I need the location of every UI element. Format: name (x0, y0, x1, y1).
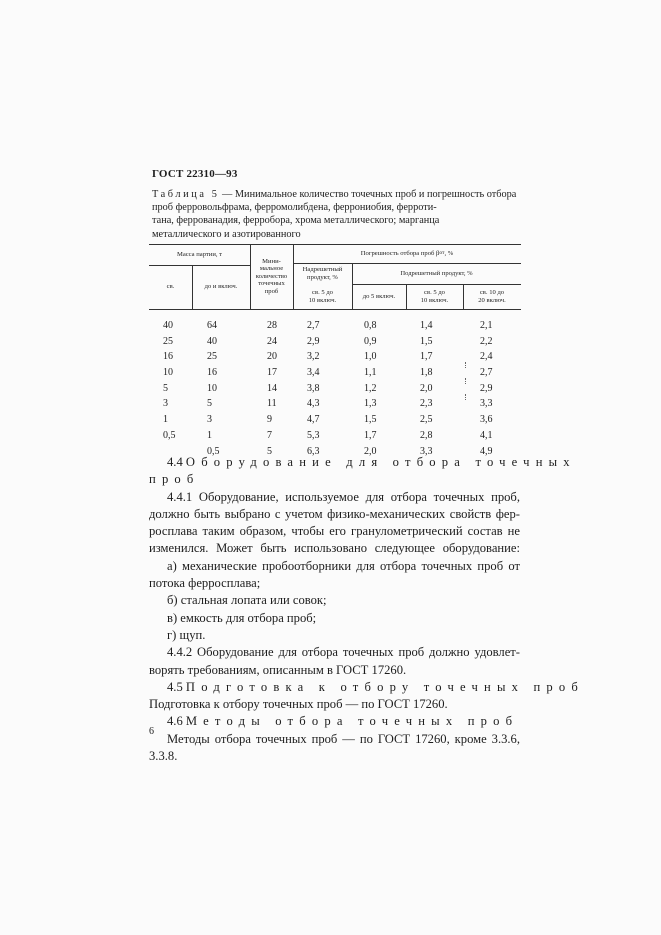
s441-line-3: росплава таким образом, чтобы его гранулометрический состав не (149, 524, 520, 539)
header-min-count: Мини- мальное количество точечных проб (255, 257, 288, 295)
s442-line-2: ворять требованиям, описанным в ГОСТ 17260. (149, 662, 407, 677)
caption-line-4: металлического и азотированного (152, 228, 301, 240)
header-from: св. (166, 283, 175, 291)
list-item-a-cont: потока ферросплава; (149, 576, 261, 591)
column-oversize: 2,7 2,9 3,2 3,4 3,8 4,3 4,7 5,3 6,3 (307, 320, 320, 457)
header-oversize: Надрешетный продукт, % (302, 265, 343, 281)
table-caption (152, 188, 520, 241)
header-undersize: Подрешетный продукт, % (400, 269, 473, 277)
header-error: Погрешность отбора проб β от , % (360, 249, 454, 257)
section-4-6-heading: 4.6 Методы отбора точечных проб (167, 714, 519, 729)
scan-mark (465, 394, 466, 400)
column-under-10-20: 2,1 2,2 2,4 2,7 2,9 3,3 3,6 4,1 4,9 (480, 320, 493, 457)
section-4-4 (149, 454, 584, 765)
column-from: 40 25 16 10 5 3 1 0,5 (163, 320, 176, 441)
caption-line-2: проб ферровольфрама, ферромолибдена, феррониобия, ферроти- (152, 202, 437, 214)
column-min-count: 28 24 20 17 14 11 9 7 5 (267, 320, 277, 457)
section-4-4-heading: 4.4 Оборудование для отбора точечных (167, 455, 576, 469)
s441-line-1: 4.4.1 Оборудование, используемое для отбора точечных проб, (167, 489, 520, 504)
list-item-v: в) емкость для отбора проб; (167, 610, 317, 625)
caption-line-3: тана, феррованадия, ферробора, хрома металлического; марганца (152, 215, 440, 227)
header-mass: Масса партии, т (176, 250, 223, 258)
header-over-5-10: св. 5 до 10 включ. (308, 288, 337, 304)
s441-line-2: должно быть выбрано с учетом физико-механических свойств фер- (149, 506, 520, 521)
s441-line-4: изменился. Может быть использовано следующее оборудование: (149, 541, 520, 556)
section-4-6-text-cont: 3.3.8. (149, 749, 178, 764)
list-item-b: б) стальная лопата или совок; (167, 593, 327, 608)
page-number: 6 (149, 726, 154, 737)
s442-line-1: 4.4.2 Оборудование для отбора точечных проб должно удовлет- (167, 645, 520, 660)
header-under-5: до 5 включ. (362, 292, 396, 300)
column-under-5: 0,8 0,9 1,0 1,1 1,2 1,3 1,5 1,7 2,0 (364, 320, 377, 457)
header-under-10-20: св. 10 до 20 включ. (478, 288, 506, 304)
caption-line-1: — Минимальное количество точечных проб и погрешность отбора (222, 189, 517, 200)
section-4-5-heading: 4.5 Подготовка к отбору точечных проб (167, 679, 584, 694)
header-under-5-10: св. 5 до 10 включ. (420, 288, 449, 304)
header-to: до и включ. (204, 283, 238, 291)
section-4-6-text: Методы отбора точечных проб — по ГОСТ 17260, кроме 3.3.6, (167, 731, 520, 746)
scan-mark (465, 362, 466, 368)
table-rule-header-bottom (149, 309, 521, 310)
document-code: ГОСТ 22310—93 (152, 168, 238, 180)
list-item-a: а) механические пробоотборники для отбора точечных проб от (167, 558, 520, 573)
column-to: 64 40 25 16 10 5 3 1 0,5 (207, 320, 220, 457)
scan-mark (465, 378, 466, 384)
section-4-5-text: Подготовка к отбору точечных проб — по ГОСТ 17260. (149, 697, 448, 712)
sampling-table (149, 244, 521, 457)
caption-label: Таблица 5 (152, 189, 220, 200)
section-4-4-heading-cont: проб (149, 472, 200, 487)
list-item-g: г) щуп. (167, 627, 206, 642)
column-under-5-10: 1,4 1,5 1,7 1,8 2,0 2,3 2,5 2,8 3,3 (420, 320, 433, 457)
